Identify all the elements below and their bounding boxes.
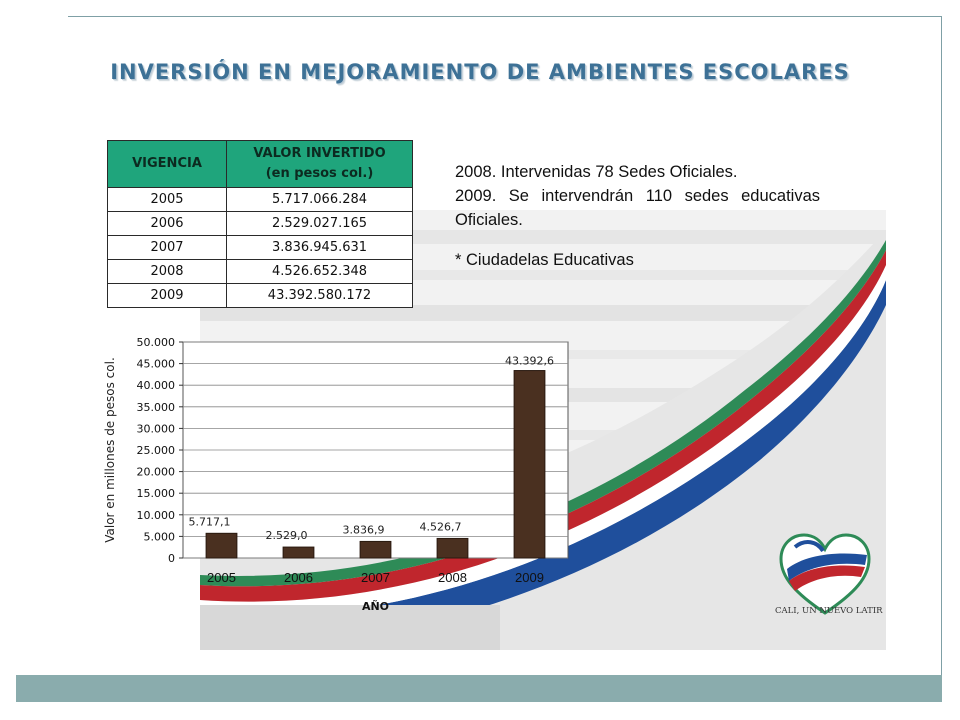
y-tick-label: 25.000	[136, 444, 175, 457]
header-valor-invertido	[227, 141, 413, 188]
y-tick-label: 5.000	[143, 530, 175, 544]
table-cell-year: 2006	[108, 212, 227, 236]
table-cell-value: 5.717.066.284	[227, 188, 413, 212]
y-tick-label: 40.000	[136, 379, 175, 393]
x-tick-label: 2007	[361, 570, 390, 585]
y-tick-label: 35.000	[136, 400, 175, 414]
bar	[437, 538, 468, 558]
y-tick-label: 20.000	[136, 465, 175, 479]
y-tick-label: 0	[168, 552, 175, 565]
note-2009: 2009. Se intervendrán 110 sedes educativas Oficiales.	[455, 187, 820, 229]
bar-chart	[100, 325, 580, 625]
note-2008: 2008. Intervenidas 78 Sedes Oficiales.	[455, 163, 738, 181]
bar	[283, 547, 314, 558]
header-valor-line2: (en pesos col.)	[265, 166, 374, 181]
notes-block	[455, 160, 820, 272]
data-label: 3.836,9	[342, 523, 385, 537]
table-cell-year: 2005	[108, 188, 227, 212]
table-row	[108, 284, 413, 308]
table-row	[108, 260, 413, 284]
table-cell-value: 4.526.652.348	[227, 260, 413, 284]
y-tick-label: 50.000	[136, 336, 175, 349]
data-label: 43.392,6	[505, 354, 554, 368]
table-cell-value: 3.836.945.631	[227, 236, 413, 260]
data-label: 5.717,1	[188, 515, 231, 529]
header-valor-line1: VALOR INVERTIDO	[253, 146, 386, 161]
table-cell-value: 43.392.580.172	[227, 284, 413, 308]
y-tick-label: 30.000	[136, 422, 175, 436]
x-tick-label: 2005	[207, 570, 236, 585]
y-tick-label: 45.000	[136, 357, 175, 371]
table-cell-year: 2009	[108, 284, 227, 308]
bottom-band	[16, 675, 942, 702]
y-tick-label: 10.000	[136, 508, 175, 522]
x-tick-label: 2008	[438, 570, 467, 585]
header-vigencia: VIGENCIA	[108, 141, 227, 188]
table-row	[108, 188, 413, 212]
data-label: 4.526,7	[419, 520, 462, 534]
table-row	[108, 236, 413, 260]
data-label: 2.529,0	[265, 529, 308, 543]
page-title: INVERSIÓN EN MEJORAMIENTO DE AMBIENTES ESCOLARES	[110, 60, 850, 84]
bar	[514, 371, 545, 558]
logo-tagline: CALI, UN NUEVO LATIR	[775, 606, 883, 616]
note-ciudadelas: * Ciudadelas Educativas	[455, 251, 634, 269]
left-margin	[16, 16, 68, 676]
bar	[360, 541, 391, 558]
table-cell-year: 2007	[108, 236, 227, 260]
x-axis-label: AÑO	[361, 600, 390, 613]
table-cell-year: 2008	[108, 260, 227, 284]
table-row	[108, 212, 413, 236]
table-header-row	[108, 141, 413, 188]
x-tick-label: 2006	[284, 570, 313, 585]
y-axis-label: Valor en millones de pesos col.	[103, 357, 117, 543]
table-cell-value: 2.529.027.165	[227, 212, 413, 236]
investment-table	[107, 140, 413, 308]
chart-container	[100, 325, 580, 625]
x-tick-label: 2009	[515, 570, 544, 585]
bar	[206, 533, 237, 558]
y-tick-label: 15.000	[136, 487, 175, 501]
